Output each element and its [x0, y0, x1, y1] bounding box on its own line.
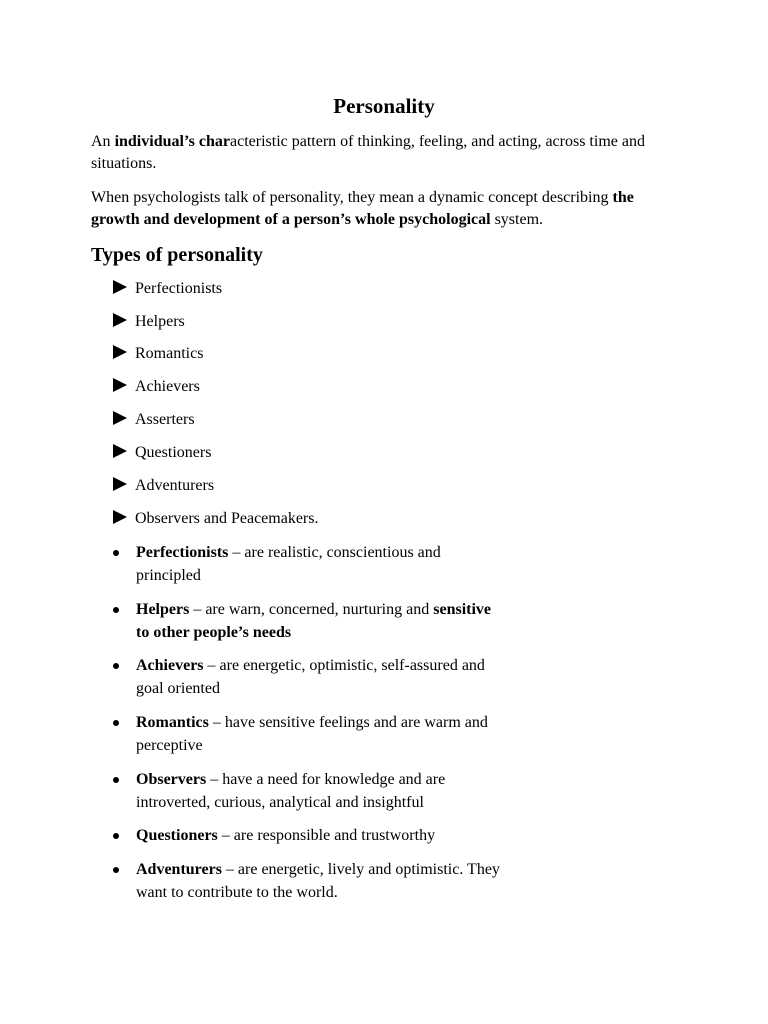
bullet-dot-icon	[113, 607, 119, 613]
type-label: Achievers	[135, 378, 200, 395]
types-heading: Types of personality	[91, 244, 263, 266]
description-text: – are responsible and trustworthy	[217, 827, 436, 844]
bullet-dot-icon	[113, 777, 119, 783]
type-label: Adventurers	[135, 477, 215, 494]
type-label: Asserters	[135, 411, 195, 428]
type-item	[113, 409, 195, 431]
description-text: – are energetic, optimistic, self-assured and goal oriented	[136, 657, 485, 697]
type-item	[113, 442, 211, 464]
bullet-dot-icon	[113, 867, 119, 873]
arrow-bullet-icon	[113, 280, 127, 294]
description-text: – are realistic, conscientious and principled	[136, 544, 441, 584]
type-label: Helpers	[135, 313, 185, 330]
description-text: – have sensitive feelings and are warm and perceptive	[136, 714, 488, 754]
arrow-bullet-icon	[113, 510, 127, 524]
type-item	[113, 508, 318, 530]
description-term: Romantics	[136, 714, 209, 731]
description-term: Observers	[136, 771, 207, 788]
description-term: Questioners	[136, 827, 218, 844]
arrow-bullet-icon	[113, 378, 127, 392]
type-label: Questioners	[135, 444, 212, 461]
bullet-dot-icon	[113, 720, 119, 726]
concept-bold-text: the growth and development of a person’s whole psychological	[91, 189, 634, 228]
concept-text-start: When psychologists talk of personality, they mean a dynamic concept describing	[91, 189, 613, 206]
type-item	[113, 278, 222, 300]
arrow-bullet-icon	[113, 477, 127, 491]
description-text: – are warn, concerned, nurturing and	[189, 601, 434, 618]
description-term: Adventurers	[136, 861, 222, 878]
description-term: Perfectionists	[136, 544, 229, 561]
bullet-dot-icon	[113, 663, 119, 669]
bullet-dot-icon	[113, 833, 119, 839]
definition-bold-text: individual’s char	[114, 133, 230, 150]
definition-text-end: acteristic pattern of thinking, feeling, and acting, across time and situations.	[91, 133, 645, 172]
type-item	[113, 376, 200, 398]
description-bold-tail: sensitive to other people’s needs	[136, 601, 492, 641]
type-label: Perfectionists	[135, 280, 223, 297]
bullet-dot-icon	[113, 550, 119, 556]
type-item	[113, 311, 185, 333]
type-label: Romantics	[135, 345, 204, 362]
type-item	[113, 343, 203, 365]
concept-text-end: system.	[490, 211, 544, 228]
description-term: Achievers	[136, 657, 204, 674]
description-text: – are energetic, lively and optimistic. They want to contribute to the world.	[136, 861, 500, 901]
arrow-bullet-icon	[113, 411, 127, 425]
arrow-bullet-icon	[113, 345, 127, 359]
description-text: – have a need for knowledge and are introverted, curious, analytical and insightful	[136, 771, 446, 811]
definition-paragraph	[91, 131, 681, 175]
arrow-bullet-icon	[113, 444, 127, 458]
page-title: Personality	[333, 94, 435, 118]
definition-text-start: An	[91, 133, 115, 150]
concept-paragraph	[91, 187, 681, 231]
type-label: Observers and Peacemakers.	[135, 510, 319, 527]
arrow-bullet-icon	[113, 313, 127, 327]
description-term: Helpers	[136, 601, 190, 618]
type-item	[113, 475, 214, 497]
